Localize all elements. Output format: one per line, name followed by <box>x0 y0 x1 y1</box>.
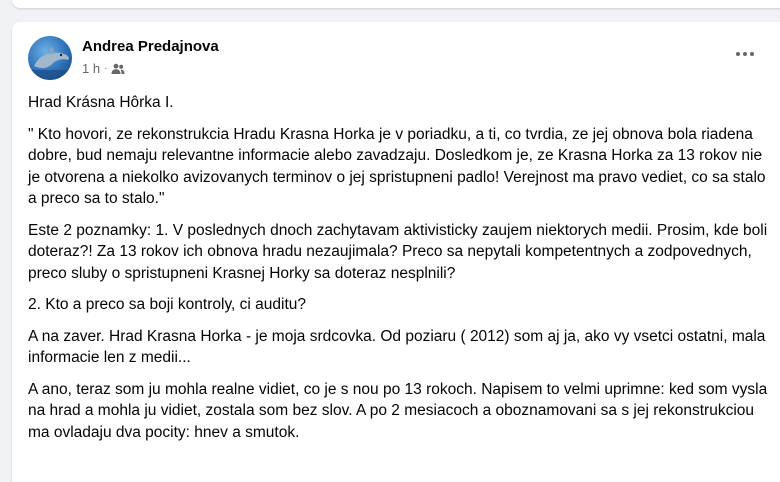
meta-separator: · <box>104 63 108 74</box>
more-dot <box>750 52 754 56</box>
post-paragraph: A na zaver. Hrad Krasna Horka - je moja srdcovka. Od poziaru ( 2012) som aj ja, ako vy vsetci ostatni, mala informacie len z medii... <box>28 327 766 366</box>
post-card <box>12 22 780 482</box>
more-horizontal-icon <box>736 52 740 56</box>
post-author-name[interactable]: Andrea Predajnova <box>82 38 219 55</box>
avatar[interactable] <box>28 36 72 80</box>
post-meta <box>82 61 125 76</box>
post-paragraph: Este 2 poznamky: 1. V poslednych dnoch zachytavam aktivisticky zaujem niektorych medii. Prosim, kde boli doteraz?! Za 13 rokov ich obnova hradu nezaujimala? Preco sa nepytali kompetentnych a zodpovednych, preco sluby o spristupneni Krasnej Horky sa doteraz nesplnili? <box>28 221 768 282</box>
friends-icon[interactable] <box>111 63 125 75</box>
dolphin-icon <box>28 36 72 80</box>
post-options-button[interactable] <box>732 44 758 64</box>
post-paragraph: A ano, teraz som ju mohla realne vidiet, co je s nou po 13 rokoch. Napisem to velmi uprimne: ked som vysla na hrad a mohla ju vidiet, zostala som bez slov. A po 2 mesiacoch a oboznamovani sa s jej rekonstrukciou ma ovladaju dva pocity: hnev a smutok. <box>28 380 768 441</box>
post-paragraph: " Kto hovori, ze rekonstrukcia Hradu Krasna Horka je v poriadku, a ti, co tvrdia, ze jej obnova bola riadena dobre, bud nemaju relevantne informacie alebo zavadzaju. Dosledkom je, ze Krasna Horka za 13 rokov nie je otvorena a niekolko avizovanych terminov o jej spristupneni padlo! Verejnost ma pravo vediet, co sa stalo a preco sa to stalo." <box>28 125 766 207</box>
post-body <box>28 92 772 453</box>
previous-post-card <box>12 0 780 8</box>
post-time[interactable]: 1 h <box>82 61 101 76</box>
post-title-line: Hrad Krásna Hôrka I. <box>28 94 174 111</box>
post-paragraph: 2. Kto a preco sa boji kontroly, ci auditu? <box>28 296 307 313</box>
more-dot <box>743 52 747 56</box>
